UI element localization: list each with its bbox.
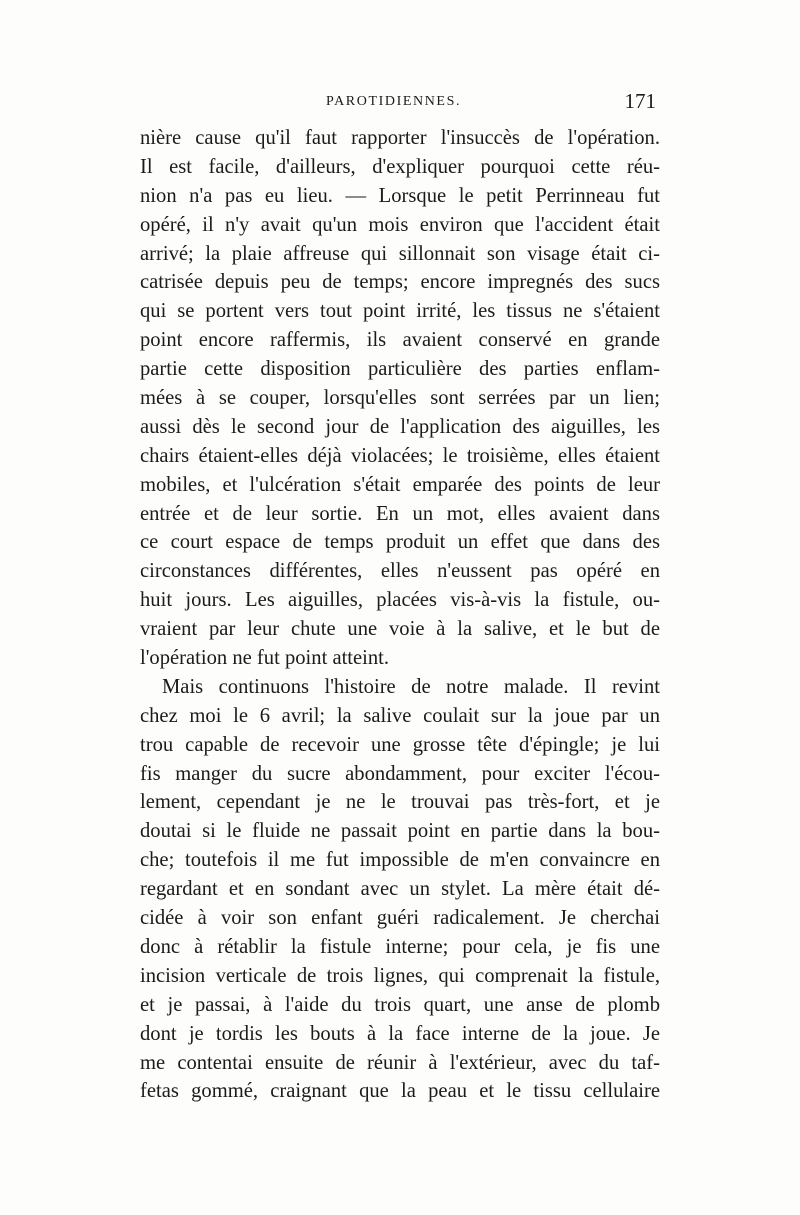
text-line: ce court espace de temps produit un effet que dans des — [140, 531, 660, 554]
text-line: chez moi le 6 avril; la salive coulait sur la joue par un — [140, 704, 660, 727]
text-line: nière cause qu'il faut rapporter l'insuccès de l'opération. — [140, 127, 660, 149]
text-line: Il est facile, d'ailleurs, d'expliquer pourquoi cette réu- — [140, 155, 660, 178]
text-line: doutai si le fluide ne passait point en partie dans la bou- — [140, 820, 660, 843]
text-line: et je passai, à l'aide du trois quart, une anse de plomb — [140, 993, 660, 1016]
text-line: me contentai ensuite de réunir à l'extérieur, avec du taf- — [140, 1051, 660, 1074]
text-line: nion n'a pas eu lieu. — Lorsque le petit Perrinneau fut — [140, 184, 660, 207]
text-line: cidée à voir son enfant guéri radicalement. Je cherchai — [140, 907, 660, 930]
text-line: partie cette disposition particulière des parties enflam- — [140, 358, 660, 381]
running-head-title: PAROTIDIENNES. — [326, 94, 462, 109]
text-line: huit jours. Les aiguilles, placées vis-à-vis la fistule, ou- — [140, 589, 660, 612]
body-text — [140, 124, 660, 1106]
text-line: lement, cependant je ne le trouvai pas très-fort, et je — [140, 791, 660, 814]
text-line: regardant et en sondant avec un stylet. La mère était dé- — [140, 878, 660, 901]
paragraph-start-line: Mais continuons l'histoire de notre malade. Il revint — [162, 675, 660, 698]
text-line: entrée et de leur sortie. En un mot, elles avaient dans — [140, 502, 660, 525]
text-line: arrivé; la plaie affreuse qui sillonnait son visage était ci- — [140, 242, 660, 265]
paragraph-end-line: l'opération ne fut point atteint. — [140, 647, 390, 670]
text-line: qui se portent vers tout point irrité, les tissus ne s'étaient — [140, 300, 660, 323]
text-line: mées à se couper, lorsqu'elles sont serrées par un lien; — [140, 387, 660, 410]
running-head — [140, 89, 660, 116]
text-line: chairs étaient-elles déjà violacées; le troisième, elles étaient — [140, 444, 660, 467]
text-line: mobiles, et l'ulcération s'était emparée des points de leur — [140, 473, 660, 496]
text-line: vraient par leur chute une voie à la salive, et le but de — [140, 618, 660, 641]
text-line: che; toutefois il me fut impossible de m'en convaincre en — [140, 849, 660, 872]
text-line: catrisée depuis peu de temps; encore impregnés des sucs — [140, 271, 660, 294]
text-line: donc à rétablir la fistule interne; pour cela, je fis une — [140, 935, 660, 958]
text-line: circonstances différentes, elles n'eussent pas opéré en — [140, 560, 660, 583]
text-line: fis manger du sucre abondamment, pour exciter l'écou- — [140, 762, 660, 785]
text-line: point encore raffermis, ils avaient conservé en grande — [140, 329, 660, 352]
text-line: fetas gommé, craignant que la peau et le tissu cellulaire — [140, 1080, 660, 1103]
text-line: aussi dès le second jour de l'application des aiguilles, les — [140, 415, 660, 438]
text-line: dont je tordis les bouts à la face interne de la joue. Je — [140, 1022, 660, 1045]
text-line: incision verticale de trois lignes, qui comprenait la fistule, — [140, 964, 660, 987]
text-line: opéré, il n'y avait qu'un mois environ que l'accident était — [140, 213, 660, 236]
page-number: 171 — [624, 89, 656, 113]
text-line: trou capable de recevoir une grosse tête d'épingle; je lui — [140, 733, 660, 756]
